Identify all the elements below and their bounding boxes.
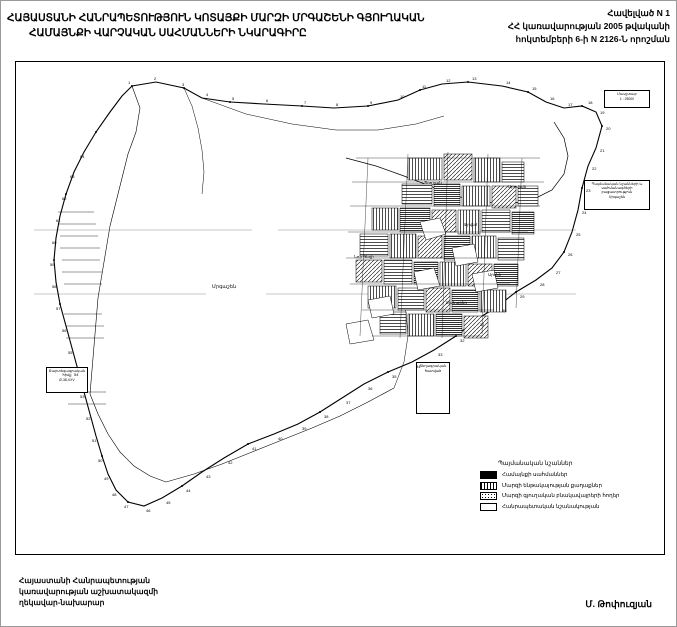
- boundary-node-number: 55: [68, 350, 73, 355]
- map-place-label: Քանաքեռ: [446, 300, 468, 305]
- map-inset-text: Ք-38-XXV: [59, 378, 75, 382]
- legend-swatch-icon: [480, 503, 497, 511]
- boundary-node-number: 14: [506, 80, 511, 85]
- map-place-label: Ջրվեժ: [464, 222, 478, 227]
- legend-item-label: Մարզի գյուղական բնակավայրերի հողեր: [502, 493, 620, 499]
- legend-item: [480, 503, 648, 511]
- boundary-node-number: 2: [154, 76, 157, 81]
- page-title-line1: ՀԱՅԱՍՏԱՆԻ ՀԱՆՐԱՊԵՏՈՒԹՅՈՒՆ ԿՈՏԱՅՔԻ ՄԱՐԶԻ ՄՐԳԱՇԵՆԻ ԳՅՈՒՂԱԿԱՆ: [7, 13, 425, 24]
- boundary-node-number: 13: [472, 76, 477, 81]
- legend-item-label: Մարզի ենթակայության քաղաքներ: [502, 482, 602, 489]
- map-inset-title: Քարտեզագրական հիմք: [48, 369, 86, 377]
- legend-swatch-icon: [480, 492, 497, 500]
- boundary-node-number: 42: [228, 460, 233, 465]
- boundary-node-number: 27: [556, 270, 561, 275]
- legend-item: [480, 471, 648, 479]
- boundary-node-number: 34: [416, 364, 421, 369]
- boundary-node-number: 23: [586, 188, 591, 193]
- map-inset-title: Տեղագրական: [419, 364, 447, 368]
- legend-item-label: Հանրապետական նշանակության: [502, 503, 600, 510]
- boundary-node-number: 51: [92, 438, 97, 443]
- boundary-node-number: 50: [98, 458, 103, 463]
- boundary-node-number: 36: [368, 386, 373, 391]
- boundary-node-number: 18: [588, 100, 593, 105]
- boundary-node-number: 15: [532, 86, 537, 91]
- legend-swatch-icon: [480, 471, 497, 479]
- boundary-node-number: 4: [206, 92, 209, 97]
- boundary-node-number: 60: [52, 240, 57, 245]
- boundary-node-number: 9: [370, 100, 373, 105]
- boundary-node-number: 56: [62, 328, 67, 333]
- map-place-label: Աբովյան: [508, 184, 527, 189]
- map-place-label: Պռոշյան: [424, 180, 442, 185]
- document-header: [1, 7, 677, 51]
- signature-block: [19, 575, 299, 608]
- boundary-node-number: 5: [232, 96, 235, 101]
- boundary-node-number: 57: [56, 306, 61, 311]
- boundary-node-number: 28: [540, 282, 545, 287]
- boundary-node-number: 63: [70, 174, 75, 179]
- map-inset-text: 1 : 25000: [619, 97, 635, 101]
- map-inset-title: Մասշտաբ: [617, 92, 637, 96]
- boundary-node-number: 64: [80, 154, 85, 159]
- boundary-node-number: 49: [104, 476, 109, 481]
- boundary-node-number: 61: [56, 218, 61, 223]
- boundary-node-number: 45: [166, 500, 171, 505]
- signatory-line2: կառավարության աշխատակազմի: [19, 587, 159, 596]
- page-title: [7, 11, 447, 41]
- boundary-node-number: 41: [252, 446, 257, 451]
- map-inset-title: Պայմանական նշանների և սահմանագծերի բացատրություն: [591, 182, 643, 194]
- boundary-node-number: 16: [550, 96, 555, 101]
- annex-line1: Հավելված N 1: [607, 8, 670, 18]
- boundary-node-number: 8: [336, 102, 339, 107]
- map-inset-text: հատված: [424, 369, 442, 373]
- boundary-node-number: 37: [346, 400, 351, 405]
- map-inset: [46, 367, 88, 393]
- annex-line3: հոկտեմբերի 6-ի N 2126-Ն որոշման: [515, 34, 670, 44]
- boundary-node-number: 59: [50, 262, 55, 267]
- boundary-node-number: 21: [600, 148, 605, 153]
- boundary-node-number: 53: [80, 394, 85, 399]
- map-inset-text: Մրգաշեն: [608, 195, 626, 199]
- boundary-node-number: 54: [74, 372, 79, 377]
- boundary-node-number: 46: [146, 508, 151, 513]
- signatory-line3: ղեկավար-նախարար: [19, 598, 105, 607]
- boundary-node-number: 62: [62, 196, 67, 201]
- annex-reference: [460, 7, 670, 46]
- boundary-node-number: 35: [392, 374, 397, 379]
- boundary-node-number: 40: [278, 436, 283, 441]
- map-inset: [416, 362, 450, 414]
- boundary-node-number: 29: [520, 294, 525, 299]
- boundary-node-number: 44: [186, 488, 191, 493]
- boundary-node-number: 7: [304, 100, 307, 105]
- signatory-name: Մ. Թոփուզյան: [585, 599, 652, 609]
- boundary-node-number: 52: [86, 416, 91, 421]
- boundary-node-number: 17: [568, 102, 573, 107]
- boundary-node-number: 22: [592, 166, 597, 171]
- boundary-node-number: 33: [438, 352, 443, 357]
- map-place-label: Մրգաշեն: [212, 284, 237, 290]
- boundary-node-number: 26: [568, 252, 573, 257]
- boundary-node-number: 25: [576, 232, 581, 237]
- boundary-node-number: 1: [128, 80, 131, 85]
- boundary-node-number: 58: [52, 284, 57, 289]
- page-title-line2: ՀԱՄԱՅՆՔԻ ՎԱՐՉԱԿԱՆ ՍԱՀՄԱՆՆԵՐԻ ՆԿԱՐԱԳԻՐԸ: [29, 28, 307, 39]
- boundary-node-number: 10: [400, 94, 405, 99]
- map-place-label: Արզնի: [488, 272, 502, 277]
- boundary-node-number: 30: [502, 308, 507, 313]
- boundary-node-number: 19: [600, 110, 605, 115]
- boundary-node-number: 32: [460, 338, 465, 343]
- map-canvas[interactable]: [15, 61, 665, 555]
- boundary-node-number: 6: [266, 98, 269, 103]
- map-place-label: Նոր Գեղի: [354, 254, 374, 259]
- legend-item-label: Համայնքի սահմաններ: [502, 472, 568, 478]
- boundary-node-number: 11: [422, 84, 427, 89]
- boundary-node-number: 3: [182, 82, 185, 87]
- boundary-node-number: 12: [446, 78, 451, 83]
- map-inset: [584, 180, 650, 210]
- boundary-node-number: 43: [206, 474, 211, 479]
- legend-title: Պայմանական նշաններ: [498, 461, 573, 467]
- boundary-node-number: 20: [606, 126, 611, 131]
- boundary-node-number: 47: [124, 504, 129, 509]
- map-legend: [480, 460, 648, 513]
- annex-line2: ՀՀ կառավարության 2005 թվականի: [507, 21, 670, 31]
- boundary-node-number: 48: [112, 492, 117, 497]
- boundary-node-number: 39: [302, 426, 307, 431]
- legend-item: [480, 482, 648, 490]
- legend-swatch-icon: [480, 482, 497, 490]
- boundary-node-number: 38: [324, 414, 329, 419]
- map-inset: [604, 90, 650, 108]
- boundary-node-number: 24: [582, 210, 587, 215]
- signatory-line1: Հայաստանի Հանրապետության: [19, 576, 151, 585]
- boundary-node-number: 31: [480, 322, 485, 327]
- legend-item: [480, 492, 648, 500]
